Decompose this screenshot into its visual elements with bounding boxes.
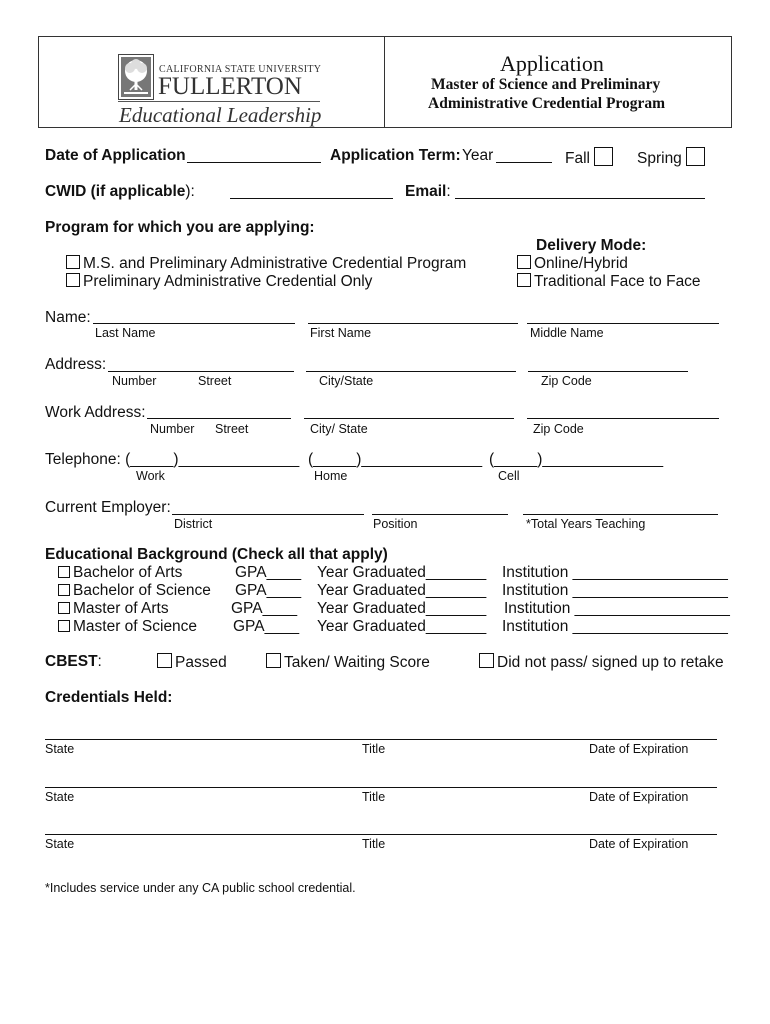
education-institution[interactable]: Institution __________________ [502, 564, 728, 581]
credential-title-caption: Title [362, 790, 386, 804]
education-gpa[interactable]: GPA____ [235, 582, 302, 599]
campus-name: FULLERTON [158, 73, 302, 100]
year-label: Year [462, 147, 494, 164]
middle-name-caption: Middle Name [530, 326, 604, 340]
address-label: Address: [45, 356, 107, 373]
last-name-field[interactable] [93, 323, 295, 324]
telephone-work-caption: Work [136, 469, 165, 483]
education-gpa[interactable]: GPA____ [231, 600, 298, 617]
education-institution[interactable]: Institution __________________ [502, 582, 728, 599]
email-label: Email: [405, 183, 451, 200]
logo-rule [118, 101, 320, 102]
address-city-field[interactable] [306, 371, 516, 372]
telephone-cell-field[interactable]: (_____)______________ [489, 451, 664, 468]
work-zip-field[interactable] [527, 418, 719, 419]
employer-years-field[interactable] [523, 514, 718, 515]
cbest-retake[interactable]: Did not pass/ signed up to retake [479, 653, 724, 672]
cwid-field[interactable] [230, 198, 393, 199]
program-option-credential[interactable]: Preliminary Administrative Credential Only [66, 273, 372, 291]
first-name-caption: First Name [310, 326, 372, 340]
current-employer-label: Current Employer: [45, 499, 171, 516]
education-gpa[interactable]: GPA____ [235, 564, 302, 581]
program-ms-checkbox[interactable] [66, 255, 80, 269]
name-label: Name: [45, 309, 91, 326]
education-gpa[interactable]: GPA____ [233, 618, 300, 635]
bachelor-science-checkbox[interactable] [58, 584, 70, 596]
credentials-label: Credentials Held: [45, 689, 173, 706]
middle-name-field[interactable] [527, 323, 719, 324]
cbest-retake-checkbox[interactable] [479, 653, 494, 668]
fall-checkbox[interactable] [594, 147, 613, 166]
cbest-passed-checkbox[interactable] [157, 653, 172, 668]
first-name-field[interactable] [308, 323, 518, 324]
master-arts-checkbox[interactable] [58, 602, 70, 614]
address-zip-caption: Zip Code [541, 374, 592, 388]
employer-years-caption: *Total Years Teaching [526, 517, 646, 531]
delivery-f2f-checkbox[interactable] [517, 273, 531, 287]
master-science-checkbox[interactable] [58, 620, 70, 632]
program-label: Program for which you are applying: [45, 219, 315, 236]
work-number-caption: Number [150, 422, 195, 436]
work-city-caption: City/ State [310, 422, 368, 436]
work-street-field[interactable] [147, 418, 291, 419]
footnote: *Includes service under any CA public school credential. [45, 881, 356, 895]
address-zip-field[interactable] [528, 371, 688, 372]
cbest-passed[interactable]: Passed [157, 653, 227, 672]
last-name-caption: Last Name [95, 326, 156, 340]
date-of-application-field[interactable] [187, 162, 321, 163]
cbest-label: CBEST: [45, 653, 102, 670]
credential-expiration-caption: Date of Expiration [589, 742, 689, 756]
credential-title-caption: Title [362, 742, 386, 756]
education-year[interactable]: Year Graduated_______ [317, 600, 487, 617]
employer-position-field[interactable] [372, 514, 508, 515]
bachelor-arts-checkbox[interactable] [58, 566, 70, 578]
delivery-online-checkbox[interactable] [517, 255, 531, 269]
credential-expiration-caption: Date of Expiration [589, 790, 689, 804]
credential-state-caption: State [45, 790, 75, 804]
address-number-caption: Number [112, 374, 157, 388]
fall-label: Fall [565, 147, 616, 168]
work-city-field[interactable] [304, 418, 514, 419]
telephone-label[interactable]: Telephone: (_____)______________ [45, 451, 300, 468]
cwid-label: CWID (if applicable): [45, 183, 195, 200]
education-year[interactable]: Year Graduated_______ [317, 618, 487, 635]
employer-district-field[interactable] [172, 514, 364, 515]
work-zip-caption: Zip Code [533, 422, 584, 436]
education-year[interactable]: Year Graduated_______ [317, 564, 487, 581]
employer-district-caption: District [174, 517, 213, 531]
program-credential-checkbox[interactable] [66, 273, 80, 287]
program-option-ms[interactable]: M.S. and Preliminary Administrative Credential Program [66, 255, 466, 273]
telephone-home-caption: Home [314, 469, 348, 483]
form-subtitle-2: Administrative Credential Program [428, 95, 666, 112]
header-divider [384, 36, 385, 128]
education-row[interactable]: Bachelor of Science [58, 582, 211, 600]
university-name: CALIFORNIA STATE UNIVERSITY [159, 64, 322, 75]
application-term-label: Application Term: [330, 147, 461, 164]
employer-position-caption: Position [373, 517, 418, 531]
delivery-mode-label: Delivery Mode: [536, 237, 647, 254]
credential-state-caption: State [45, 742, 75, 756]
work-address-label: Work Address: [45, 404, 146, 421]
credential-field-1[interactable] [45, 739, 717, 740]
education-row[interactable]: Master of Science [58, 618, 197, 636]
cbest-waiting-checkbox[interactable] [266, 653, 281, 668]
work-street-caption: Street [215, 422, 249, 436]
credential-field-3[interactable] [45, 834, 717, 835]
education-institution[interactable]: Institution __________________ [504, 600, 730, 617]
email-field[interactable] [455, 198, 705, 199]
credential-title-caption: Title [362, 837, 386, 851]
telephone-home-field[interactable]: (_____)______________ [308, 451, 483, 468]
address-street-caption: Street [198, 374, 232, 388]
address-street-field[interactable] [108, 371, 294, 372]
address-city-caption: City/State [319, 374, 374, 388]
education-row[interactable]: Bachelor of Arts [58, 564, 182, 582]
education-label: Educational Background (Check all that apply) [45, 546, 388, 563]
delivery-online[interactable]: Online/Hybrid [517, 255, 628, 273]
education-row[interactable]: Master of Arts [58, 600, 169, 618]
form-title: Application [500, 51, 604, 76]
form-subtitle-1: Master of Science and Preliminary [431, 76, 661, 93]
cbest-waiting[interactable]: Taken/ Waiting Score [266, 653, 430, 672]
telephone-cell-caption: Cell [498, 469, 520, 483]
delivery-face-to-face[interactable]: Traditional Face to Face [517, 273, 701, 291]
spring-label: Spring [637, 147, 708, 168]
spring-checkbox[interactable] [686, 147, 705, 166]
education-year[interactable]: Year Graduated_______ [317, 582, 487, 599]
tree-icon [118, 54, 154, 100]
credential-field-2[interactable] [45, 787, 717, 788]
education-institution[interactable]: Institution __________________ [502, 618, 728, 635]
year-field[interactable] [496, 162, 552, 163]
date-of-application-label: Date of Application [45, 147, 186, 164]
department-name: Educational Leadership [119, 103, 322, 127]
credential-state-caption: State [45, 837, 75, 851]
credential-expiration-caption: Date of Expiration [589, 837, 689, 851]
